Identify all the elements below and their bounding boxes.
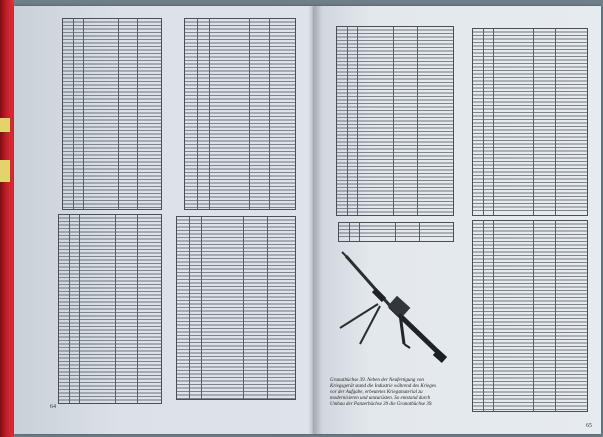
caption-line: vor der Aufgabe, erbeutetes Kriegsmaterial zu (330, 390, 423, 395)
page-number-right: 65 (586, 423, 592, 429)
data-table (62, 18, 162, 210)
caption-line: Granatbüchse 39. Neben der Neufertigung von (330, 378, 424, 383)
data-table (184, 18, 296, 210)
data-table (58, 214, 162, 404)
data-table (338, 222, 454, 242)
book-gutter (308, 6, 322, 434)
caption-line: Umbau der Panzerbüchse 39 die Granatbüchse 39. (330, 402, 433, 407)
photo-caption (330, 378, 460, 408)
data-table (176, 216, 296, 400)
data-table (472, 220, 588, 412)
caption-line: modernisieren und umzurüsten. So entstand durch (330, 396, 431, 401)
binding-marker (0, 160, 10, 182)
book-binding (0, 0, 14, 437)
caption-line: Kriegsgerät stand die Industrie während des Krieges (330, 384, 436, 389)
binding-marker (0, 118, 10, 132)
weapon-photo (330, 248, 450, 373)
data-table (472, 28, 588, 216)
page-number-left: 64 (50, 404, 56, 410)
data-table (336, 26, 454, 216)
